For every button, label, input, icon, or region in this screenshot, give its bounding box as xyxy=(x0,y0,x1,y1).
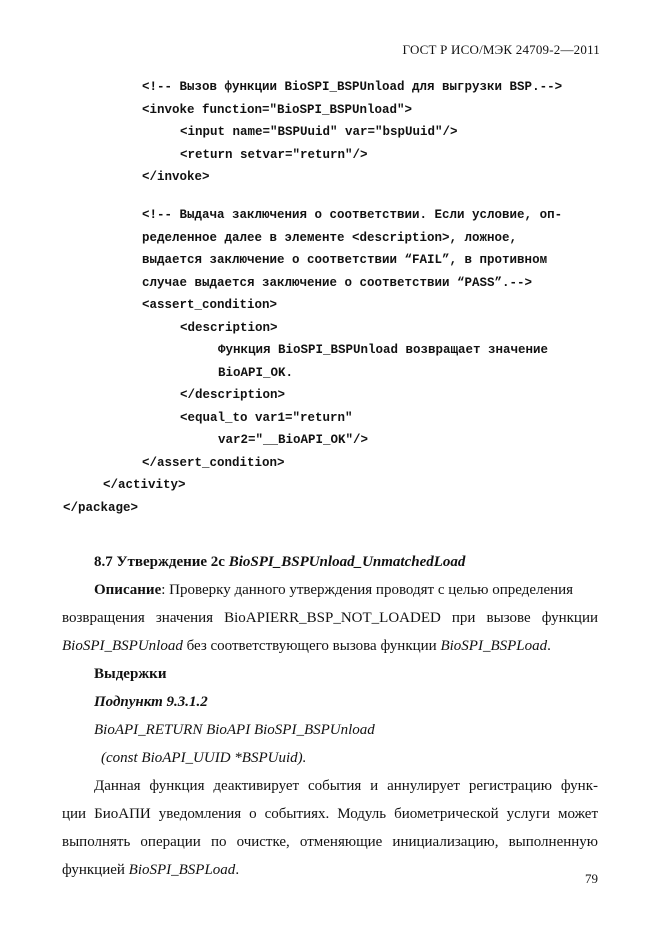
code-line: </package> xyxy=(63,500,139,515)
function-signature-line-2: (const BioAPI_UUID *BSPUuid). xyxy=(101,750,307,766)
code-line: <invoke function="BioSPI_BSPUnload"> xyxy=(142,102,413,117)
body-line-1: Данная функция деактивирует события и аннулирует регистрацию функ- xyxy=(94,778,598,794)
code-line: </activity> xyxy=(103,478,186,492)
code-line: случае выдается заключение о соответствии “PASS”.--> xyxy=(142,275,533,290)
code-line: <!-- Выдача заключения о соответствии. Если условие, оп- xyxy=(142,208,563,222)
body-line-2: ции БиоАПИ уведомления о событиях. Модуль биометрической услуги может xyxy=(62,806,598,822)
section-number: 8.7 Утверждение 2с xyxy=(94,554,225,570)
code-line: выдается заключение о соответствии “FAIL”, в противном xyxy=(142,253,548,267)
body-line-3: выполнять операции по очистке, отменяющие инициализацию, выполненную xyxy=(62,834,598,850)
code-line: </invoke> xyxy=(142,170,210,184)
code-line: </assert_condition> xyxy=(142,455,285,470)
code-line: <input name="BSPUuid" var="bspUuid"/> xyxy=(180,125,458,139)
code-line: BioAPI_OK. xyxy=(218,365,294,380)
code-line: <equal_to var1="return" xyxy=(180,410,353,425)
code-line: Функция BioSPI_BSPUnload возвращает значение xyxy=(218,343,549,357)
document-header: ГОСТ Р ИСО/МЭК 24709-2—2011 xyxy=(402,42,600,57)
section-title: BioSPI_BSPUnload_UnmatchedLoad xyxy=(228,554,466,570)
code-line: <return setvar="return"/> xyxy=(180,147,368,162)
code-line: </description> xyxy=(180,388,286,402)
code-line: var2="__BioAPI_OK"/> xyxy=(218,433,369,447)
subclause-label: Подпункт 9.3.1.2 xyxy=(94,694,208,710)
section-heading xyxy=(94,548,465,576)
body-line-4: функцией BioSPI_BSPLoad. xyxy=(62,862,240,878)
page-number: 79 xyxy=(585,871,598,886)
function-signature-line-1: BioAPI_RETURN BioAPI BioSPI_BSPUnload xyxy=(94,722,375,738)
code-line: ределенное далее в элементе <description>, ложное, xyxy=(142,230,518,245)
code-line: <assert_condition> xyxy=(142,298,278,312)
description-line-3: BioSPI_BSPUnload без соответствующего вызова функции BioSPI_BSPLoad. xyxy=(62,638,551,654)
extracts-label: Выдержки xyxy=(94,666,167,682)
code-line: <description> xyxy=(180,320,278,335)
description-label: Описание xyxy=(94,582,162,598)
description-line-2: возвращения значения BioAPIERR_BSP_NOT_LOADED при вызове функции xyxy=(62,610,598,626)
description-line-1: Описание: Проверку данного утверждения проводят с целью определения xyxy=(94,582,574,598)
code-line: <!-- Вызов функции BioSPI_BSPUnload для выгрузки BSP.--> xyxy=(142,80,563,94)
